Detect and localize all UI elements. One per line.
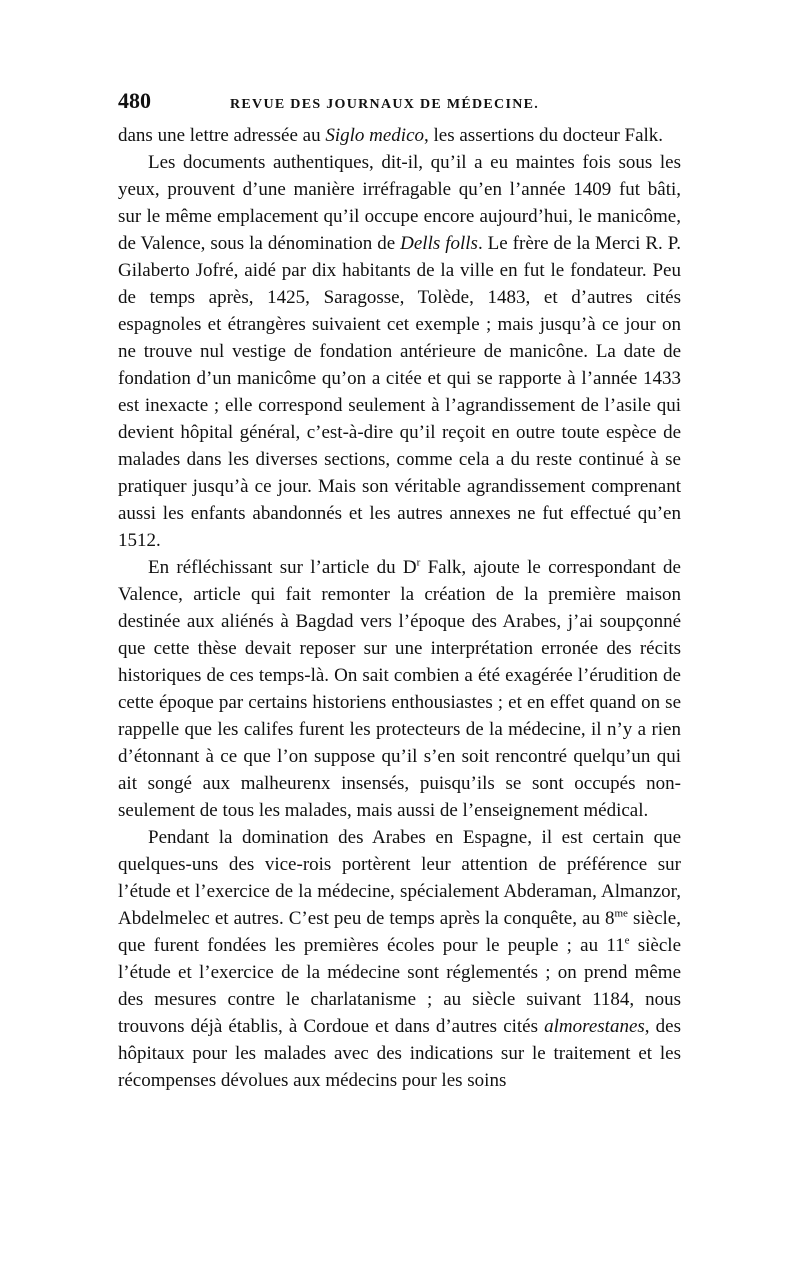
paragraph — [118, 122, 681, 149]
text-run: , les assertions du docteur Falk. — [424, 125, 664, 146]
italic-text: Dells folls — [400, 233, 478, 254]
text-run: dans une lettre adressée au — [118, 125, 326, 146]
paragraph — [118, 824, 681, 1094]
text-run: siècle l’étude et l’exercice de la médecine sont réglementés ; on prend même des mesures contre le charlatanisme ; au siècle suivant 1184, nous trouvons déjà établis, à Cordoue et dans d’autres cités — [118, 935, 681, 1037]
superscript-text: me — [614, 907, 628, 920]
superscript-text: r — [416, 556, 421, 569]
paragraph — [118, 149, 681, 554]
text-run: siècle, que furent fondées les premières écoles pour le peuple ; au 11 — [118, 908, 681, 956]
text-run: En réfléchissant sur l’article du D — [148, 557, 417, 578]
text-run: . Le frère de la Merci R. P. Gilaberto Jofré, aidé par dix habitants de la ville en fut le fondateur. Peu de temps après, 1425, Saragosse, Tolède, 1483, et d’autres cités espagnoles et étrangères suivaient cet exemple ; mais jusqu’à ce jour on ne trouve nul vestige de fondation antérieure de manicône. La date de fondation d’un manicôme qu’on a citée et qui se rapporte à l’année 1433 est inexacte ; elle correspond seulement à l’agrandissement de l’asile qui devient hôpital général, c’est-à-dire qu’il reçoit en outre toute espèce de malades dans les diverses sections, comme cela a du reste continué à se pratiquer jusqu’à ce jour. Mais son véritable agrandissement comprenant aussi les enfants abandonnés et les autres annexes ne fut effectué qu’en 1512. — [118, 233, 681, 551]
text-run: , des hôpitaux pour les malades avec des indications sur le traitement et les récompenses dévolues aux médecins pour les soins — [118, 1016, 681, 1091]
running-header — [118, 88, 681, 118]
paragraph — [118, 554, 681, 824]
body-text — [118, 122, 681, 1094]
italic-text: Siglo medico — [325, 125, 425, 146]
text-run: Falk, ajoute le correspondant de Valence, article qui fait remonter la création de la première maison destinée aux aliénés à Bagdad vers l’époque des Arabes, j’ai soupçonné que cette thèse devait reposer sur une interprétation erronée des récits historiques de ces temps-là. On sait combien a été exagérée l’érudition de cette époque par certains historiens enthousiastes ; et en effet quand on se rappelle que les califes furent les protecteurs de la médecine, il n’y a rien d’étonnant à ce que l’on suppose qu’il s’en soit rencontré quelqu’un qui ait songé aux malheurenx insensés, puisqu’ils se sont occupés non-seulement de tous les malades, mais aussi de l’enseignement médical. — [118, 557, 681, 821]
text-run: Pendant la domination des Arabes en Espagne, il est certain que quelques-uns des vice-rois portèrent leur attention de préférence sur l’étude et l’exercice de la médecine, spécialement Abderaman, Almanzor, Abdelmelec et autres. C’est peu de temps après la conquête, au 8 — [118, 827, 681, 929]
book-page — [118, 88, 681, 1094]
italic-text: almorestanes — [544, 1016, 645, 1037]
running-title: REVUE DES JOURNAUX DE MÉDECINE. — [230, 97, 540, 112]
text-run: Les documents authentiques, dit-il, qu’il a eu maintes fois sous les yeux, prouvent d’une manière irréfragable qu’en l’année 1409 fut bâti, sur le même emplacement qu’il occupe encore aujourd’hui, le manicôme, de Valence, sous la dénomination de — [118, 152, 681, 254]
superscript-text: e — [624, 934, 630, 947]
page-number: 480 — [118, 88, 151, 113]
